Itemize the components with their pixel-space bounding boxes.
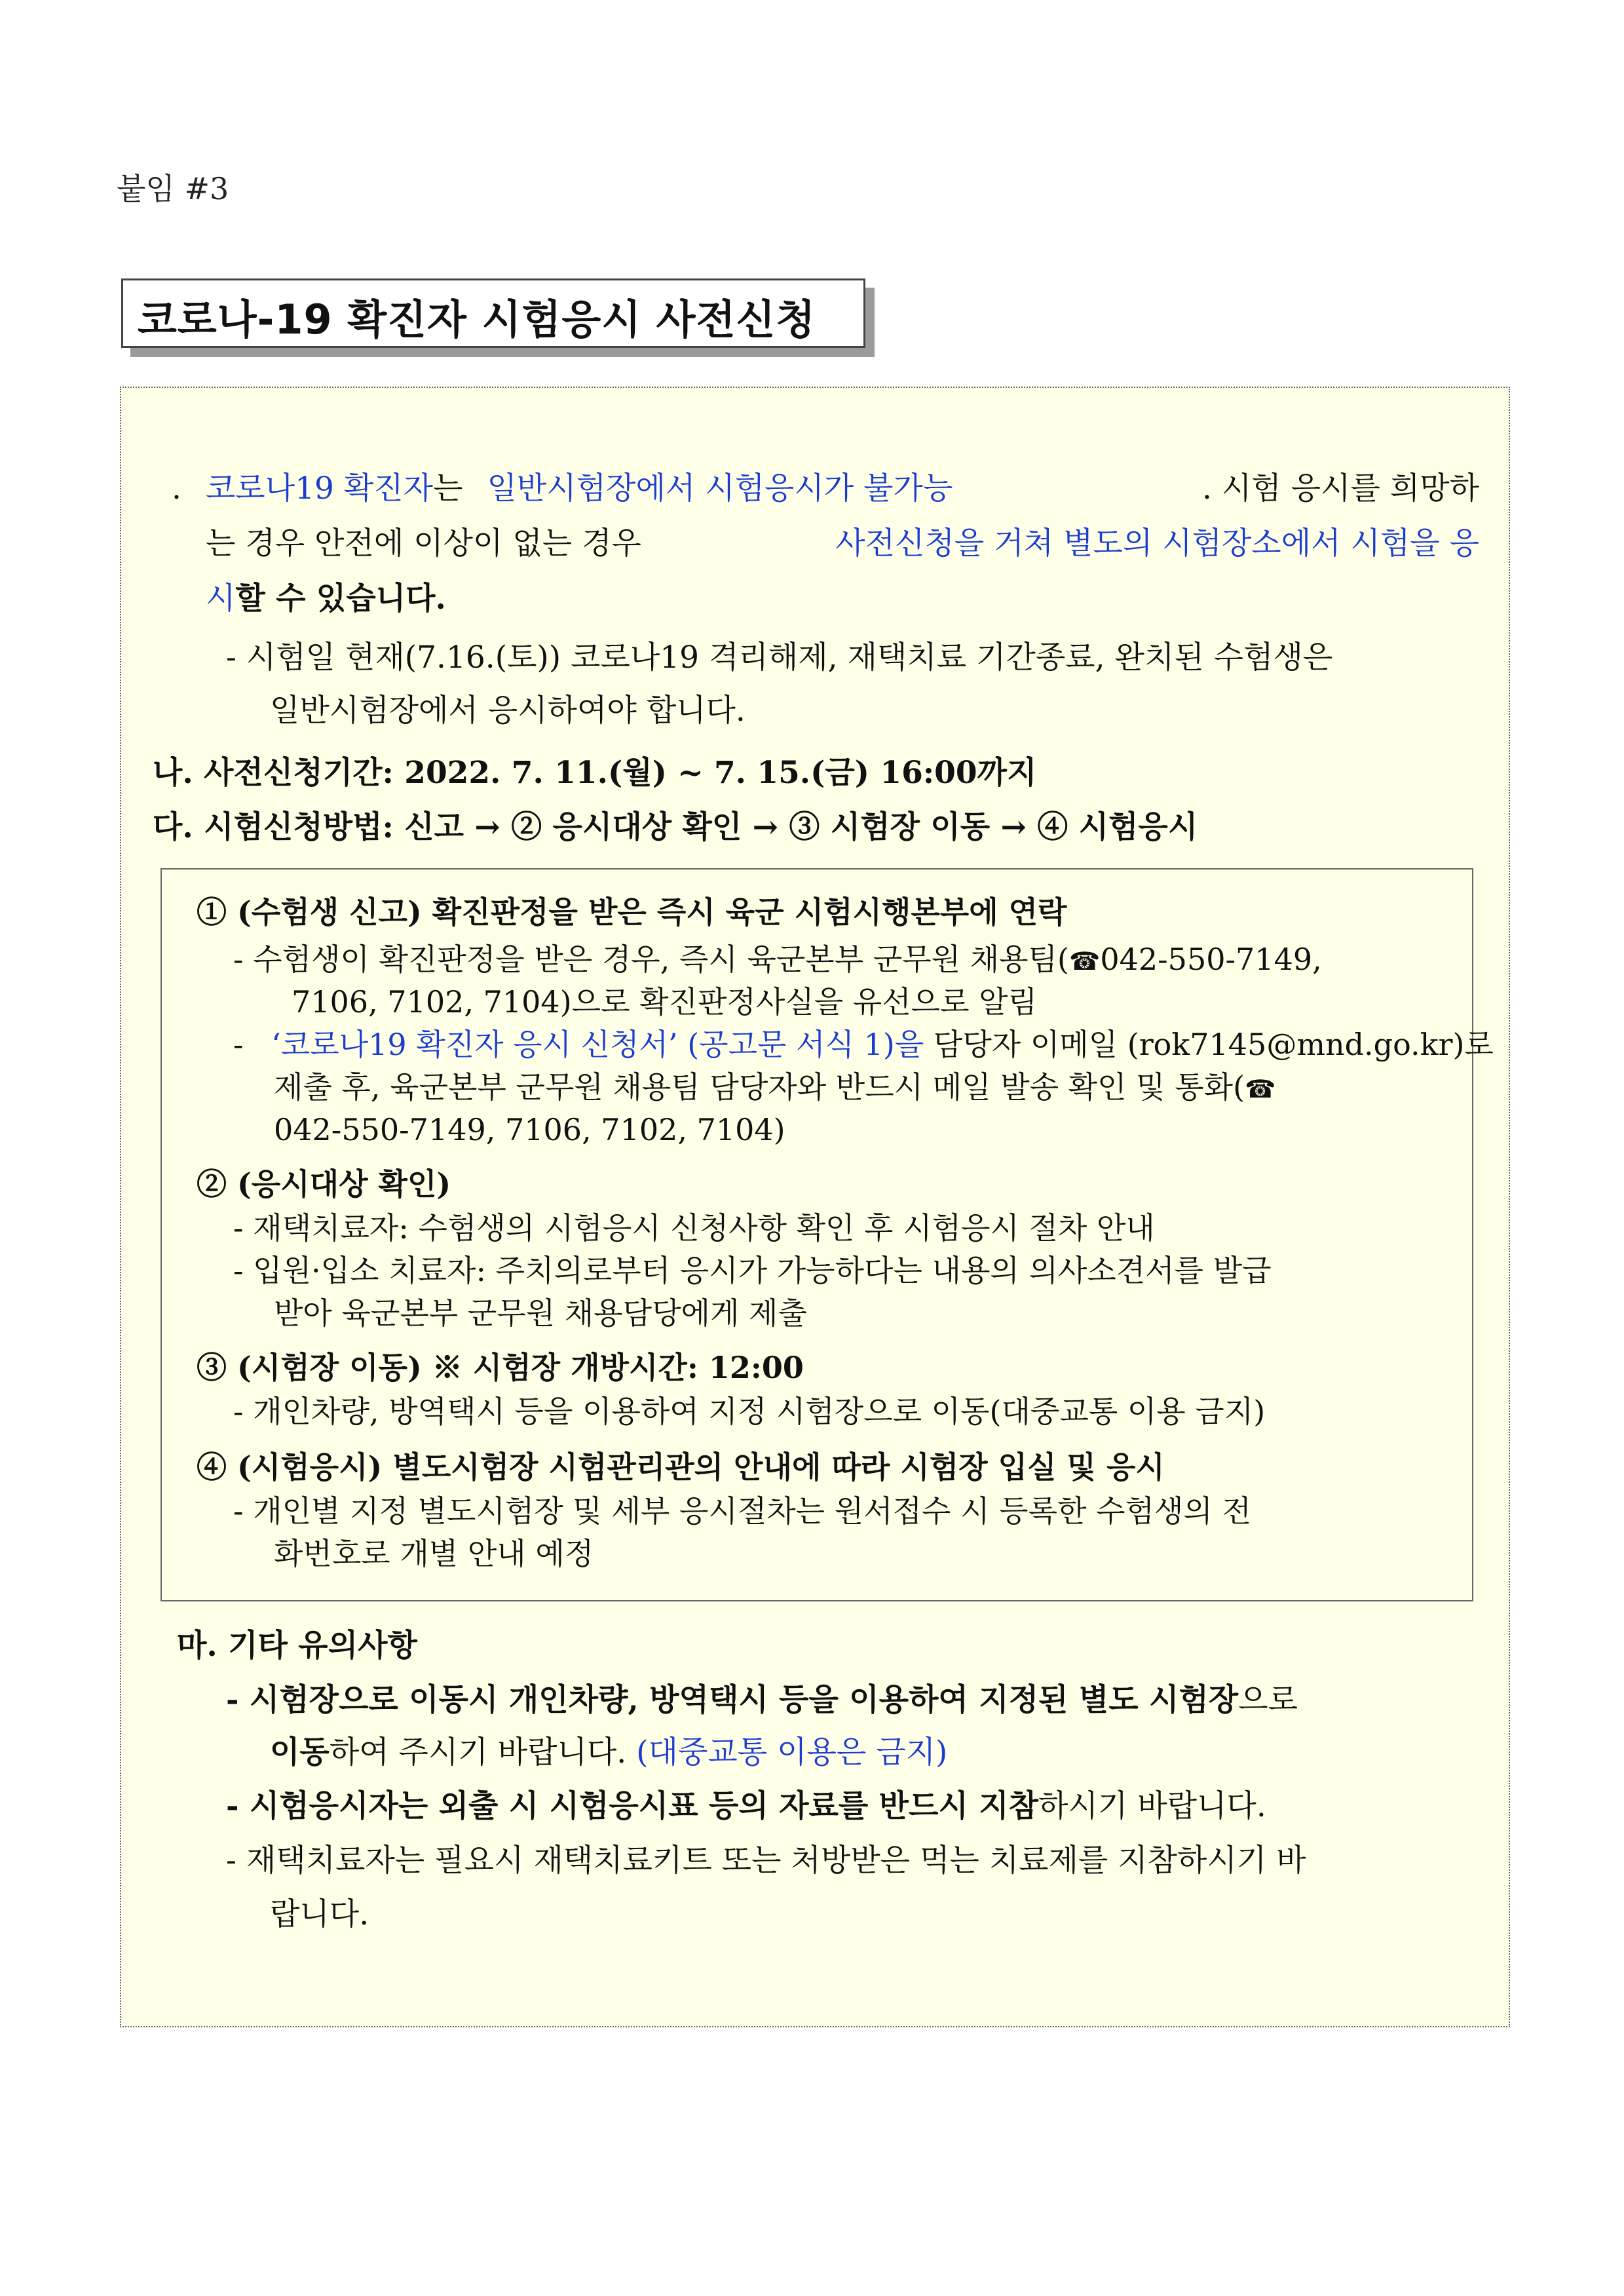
section-da: 다. 시험신청방법: 신고 → ② 응시대상 확인 → ③ 시험장 이동 → ④ 시험응시 bbox=[153, 809, 1198, 845]
text-segment: 042-550-7149, bbox=[1100, 942, 1322, 977]
section-ga-line2 bbox=[206, 524, 1479, 564]
application-form-text: ‘코로나19 확진자 응시 신청서’ (공고문 서식 1)을 bbox=[271, 1027, 924, 1062]
section-ga-line3 bbox=[206, 579, 446, 619]
not-allowed-text: 일반시험장에서 시험응시가 불가능 bbox=[487, 470, 953, 507]
note3-line2: 랍니다. bbox=[270, 1896, 369, 1932]
text-segment: 는 bbox=[433, 470, 463, 507]
text-segment: 는 경우 안전에 이상이 없는 경우 bbox=[206, 526, 641, 562]
section-ga-marker: . bbox=[172, 470, 181, 507]
title-box bbox=[121, 278, 865, 348]
text-segment: 시 bbox=[206, 581, 236, 617]
step1-item-b-line3: 042-550-7149, 7106, 7102, 7104) bbox=[274, 1112, 785, 1147]
section-ga-sub1-line2: 일반시험장에서 응시하여야 합니다. bbox=[270, 693, 746, 729]
note3-line1: - 재택치료자는 필요시 재택치료키트 또는 처방받은 먹는 치료제를 지참하시기 바 bbox=[226, 1843, 1306, 1879]
text-segment: 이동 bbox=[270, 1734, 330, 1770]
section-ma-heading: 마. 기타 유의사항 bbox=[177, 1628, 417, 1664]
text-segment: 으로 bbox=[1238, 1682, 1298, 1718]
text-segment: 할 수 있습니다. bbox=[235, 581, 446, 617]
pre-application-text: 사전신청을 거쳐 별도의 시험장소에서 시험을 응 bbox=[835, 526, 1479, 562]
text-segment: 하시기 바랍니다. bbox=[1038, 1788, 1266, 1824]
no-public-transport-text: (대중교통 이용은 금지) bbox=[636, 1734, 948, 1770]
step2-item-a: - 재택치료자: 수험생의 시험응시 신청사항 확인 후 시험응시 절차 안내 bbox=[233, 1210, 1155, 1246]
text-segment: 하여 주시기 바랍니다. bbox=[329, 1734, 627, 1770]
step3-title: ③ (시험장 이동) ※ 시험장 개방시간: 12:00 bbox=[197, 1350, 804, 1385]
section-ga-sub1-line1: - 시험일 현재(7.16.(토)) 코로나19 격리해제, 재택치료 기간종료, 완치된 수험생은 bbox=[226, 640, 1333, 676]
phone-icon: ☎ bbox=[1245, 1075, 1276, 1103]
text-segment: - 수험생이 확진판정을 받은 경우, 즉시 육군본부 군무원 채용팀( bbox=[233, 942, 1069, 977]
step2-item-b-line2: 받아 육군본부 군무원 채용담당에게 제출 bbox=[274, 1295, 807, 1331]
step4-item-a-line2: 화번호로 개별 안내 예정 bbox=[274, 1536, 594, 1571]
step4-item-a-line1: - 개인별 지정 별도시험장 및 세부 응시절차는 원서접수 시 등록한 수험생의 전 bbox=[233, 1493, 1251, 1529]
text-segment: - 시험응시자는 외출 시 시험응시표 등의 자료를 반드시 지참 bbox=[226, 1788, 1039, 1824]
step2-item-b-line1: - 입원·입소 치료자: 주치의로부터 응시가 가능하다는 내용의 의사소견서를 발급 bbox=[233, 1253, 1272, 1288]
note1-line1 bbox=[226, 1681, 1298, 1720]
text-segment: - 시험장으로 이동시 개인차량, 방역택시 등을 이용하여 지정된 별도 시험장 bbox=[226, 1682, 1239, 1718]
text-segment: . 시험 응시를 희망하 bbox=[1202, 470, 1479, 507]
text-segment: - bbox=[233, 1027, 244, 1062]
page-title: 코로나-19 확진자 시험응시 사전신청 bbox=[138, 296, 816, 343]
text-segment: 제출 후, 육군본부 군무원 채용팀 담당자와 반드시 메일 발송 확인 및 통화( bbox=[274, 1069, 1245, 1105]
step1-item-b-line2 bbox=[274, 1068, 1275, 1108]
attachment-label: 붙임 #3 bbox=[117, 171, 229, 206]
step1-title: ① (수험생 신고) 확진판정을 받은 즉시 육군 시험시행본부에 연락 bbox=[197, 894, 1067, 930]
step1-item-a-line2: 7106, 7102, 7104)으로 확진판정사실을 유선으로 알림 bbox=[292, 984, 1038, 1020]
section-ga-line1 bbox=[172, 469, 1479, 508]
step3-item-a: - 개인차량, 방역택시 등을 이용하여 지정 시험장으로 이동(대중교통 이용 금지) bbox=[233, 1394, 1266, 1429]
phone-icon: ☎ bbox=[1069, 947, 1101, 976]
covid-patient-text: 코로나19 확진자 bbox=[205, 470, 434, 507]
section-na: 나. 사전신청기간: 2022. 7. 11.(월) ~ 7. 15.(금) 16:00까지 bbox=[153, 755, 1037, 791]
step1-item-b-line1 bbox=[233, 1025, 1494, 1063]
email-text: 담당자 이메일 (rok7145@mnd.go.kr)로 bbox=[933, 1027, 1494, 1062]
step2-title: ② (응시대상 확인) bbox=[197, 1166, 451, 1202]
step1-item-a-line1 bbox=[233, 940, 1322, 980]
step4-title: ④ (시험응시) 별도시험장 시험관리관의 안내에 따라 시험장 입실 및 응시 bbox=[197, 1449, 1165, 1485]
note1-line2 bbox=[270, 1733, 947, 1772]
note2 bbox=[226, 1787, 1266, 1826]
